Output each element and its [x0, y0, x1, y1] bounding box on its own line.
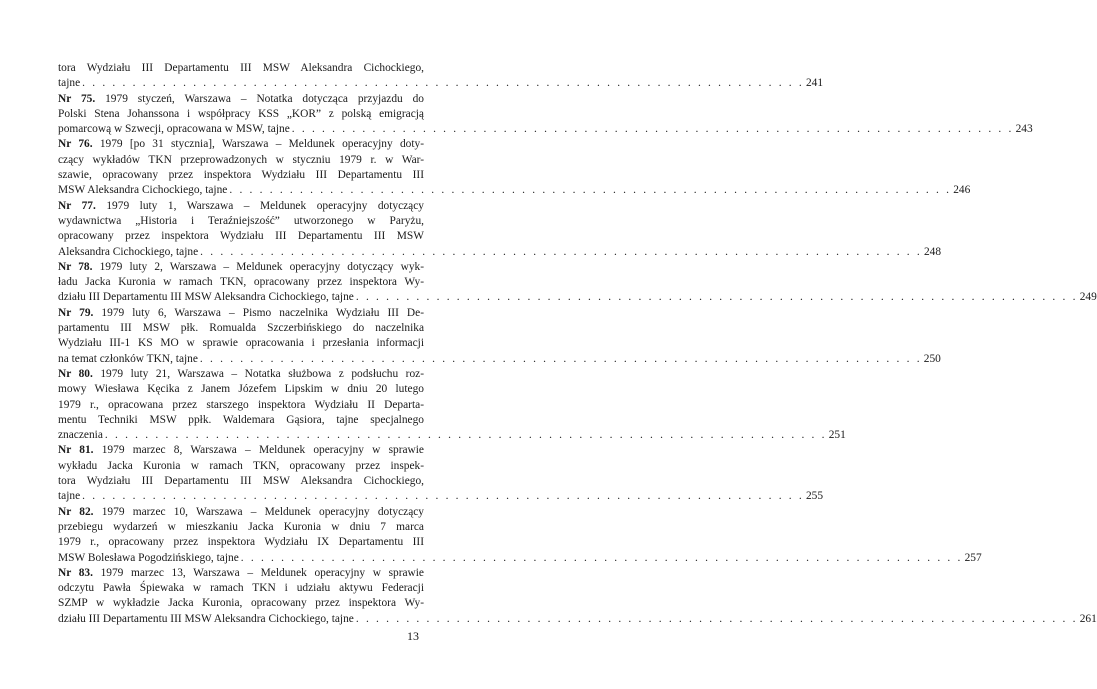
toc-entry-line: mowy Wiesława Kęcika z Janem Józefem Lipskim w dniu 20 lutego — [58, 383, 424, 396]
entry-text: 1979 luty 21, Warszawa – Notatka służbowa z podsłuchu roz- — [92, 367, 424, 380]
entry-text: 1979 [po 31 stycznia], Warszawa – Meldunek operacyjny doty- — [92, 138, 424, 151]
toc-entry-line: mentu Techniki MSW ppłk. Waldemara Gąsiora, tajne specjalnego — [58, 413, 424, 426]
toc-entry — [58, 92, 1033, 138]
document-number: Nr 79. — [58, 306, 94, 319]
entry-page-number: 241 — [805, 77, 824, 90]
entry-text: MSW Bolesława Pogodzińskiego, tajne — [58, 551, 239, 564]
toc-entry-line: SZMP w wykładzie Jacka Kuronia, opracowany przez inspektora Wy- — [58, 597, 424, 610]
entry-page-number: 251 — [828, 429, 846, 442]
toc-entry-line — [58, 367, 424, 382]
toc-entry-line: przebiegu wydarzeń w mieszkaniu Jacka Kuronia w dniu 7 marca — [58, 520, 424, 533]
toc-entry — [58, 505, 982, 566]
toc-entry — [58, 306, 941, 367]
toc-entry-last-line — [58, 245, 942, 260]
toc-entry-line: tora Wydziału III Departamentu III MSW Aleksandra Cichockiego, — [58, 62, 424, 74]
dot-leader: . . . . . . . . . . . . . . . . . . . . . . . . . . . . . . . . . . . . . . . . . . . . . . . . . . . . . . . . . . . . . . . . . . . . . . . . — [240, 551, 963, 564]
entry-text: 1979 marzec 10, Warszawa – Meldunek operacyjny dotyczący — [93, 505, 424, 518]
toc-entry-last-line — [58, 612, 1097, 627]
document-number: Nr 77. — [58, 199, 96, 212]
toc-entry-line: Wydziału III-1 KS MO w sprawie opracowania i przesłania informacji — [58, 337, 424, 350]
toc-entry-last-line — [58, 551, 982, 566]
document-number: Nr 82. — [58, 505, 94, 518]
entry-page-number: 257 — [964, 551, 982, 564]
entry-text: 1979 luty 6, Warszawa – Pismo naczelnika Wydziału III De- — [93, 306, 424, 319]
document-number: Nr 78. — [58, 260, 93, 273]
toc-entry-last-line — [58, 489, 824, 504]
page-number: 13 — [407, 629, 419, 643]
document-number: Nr 83. — [58, 566, 93, 579]
dot-leader: . . . . . . . . . . . . . . . . . . . . . . . . . . . . . . . . . . . . . . . . . . . . . . . . . . . . . . . . . . . . . . . . . . . . . . . . — [199, 352, 922, 365]
entry-text: 1979 marzec 8, Warszawa – Meldunek operacyjny w sprawie — [93, 444, 424, 457]
table-of-contents — [58, 61, 1097, 627]
toc-entry — [58, 367, 846, 443]
entry-text: 1979 styczeń, Warszawa – Notatka dotycząca przyjazdu do — [95, 92, 425, 105]
toc-entry — [58, 260, 1097, 306]
toc-entry-last-line — [58, 183, 971, 198]
entry-page-number: 250 — [923, 352, 941, 365]
toc-entry-line — [58, 199, 424, 214]
dot-leader: . . . . . . . . . . . . . . . . . . . . . . . . . . . . . . . . . . . . . . . . . . . . . . . . . . . . . . . . . . . . . . . . . . . . . . . . — [229, 184, 952, 197]
entry-page-number: 248 — [923, 245, 942, 258]
toc-entry — [58, 566, 1097, 627]
document-number: Nr 81. — [58, 444, 94, 457]
toc-entry-line — [58, 566, 424, 581]
entry-text: 1979 luty 2, Warszawa – Meldunek operacyjny dotyczący wyk- — [92, 260, 424, 273]
dot-leader: . . . . . . . . . . . . . . . . . . . . . . . . . . . . . . . . . . . . . . . . . . . . . . . . . . . . . . . . . . . . . . . . . . . . . . . . — [291, 123, 1014, 136]
entry-text: pomarcową w Szwecji, opracowana w MSW, tajne — [58, 123, 290, 136]
toc-entry-last-line — [58, 428, 846, 443]
dot-leader: . . . . . . . . . . . . . . . . . . . . . . . . . . . . . . . . . . . . . . . . . . . . . . . . . . . . . . . . . . . . . . . . . . . . . . . . — [82, 490, 804, 503]
toc-entry-line: odczytu Pawła Śpiewaka w ramach TKN i udziału aktywu Federacji — [58, 582, 424, 595]
entry-page-number: 246 — [953, 184, 971, 197]
toc-entry-line: ładu Jacka Kuronia w ramach TKN, opracowany przez inspektora Wy- — [58, 276, 424, 289]
entry-text: tajne — [58, 490, 81, 503]
toc-entry-line: czący wykładów TKN przeprowadzonych w styczniu 1979 r. w War- — [58, 153, 424, 166]
toc-entry-last-line — [58, 352, 941, 367]
toc-entry-line — [58, 92, 424, 107]
toc-entry — [58, 137, 971, 198]
entry-page-number: 255 — [805, 490, 824, 503]
document-number: Nr 80. — [58, 367, 93, 380]
toc-entry-line: wykładu Jacka Kuronia w ramach TKN, opracowany przez inspek- — [58, 459, 424, 472]
toc-entry-line: wydawnictwa „Historia i Teraźniejszość” utworzonego w Paryżu, — [58, 214, 424, 227]
entry-text: tajne — [58, 77, 81, 90]
toc-entry — [58, 443, 824, 504]
toc-entry-line — [58, 505, 424, 520]
toc-entry-line — [58, 260, 424, 275]
toc-entry-line: Polski Stena Johanssona i współpracy KSS „KOR” z polską emigracją — [58, 107, 424, 120]
entry-page-number: 243 — [1015, 123, 1033, 136]
entry-text: 1979 marzec 13, Warszawa – Meldunek operacyjny w sprawie — [92, 566, 424, 579]
toc-entry — [58, 61, 824, 92]
entry-text: MSW Aleksandra Cichockiego, tajne — [58, 184, 228, 197]
entry-text: 1979 luty 1, Warszawa – Meldunek operacyjny dotyczący — [95, 199, 424, 212]
entry-text: znaczenia — [58, 429, 103, 442]
toc-entry-line: 1979 r., opracowany przez inspektora Wydziału IX Departamentu III — [58, 536, 424, 549]
toc-entry-last-line — [58, 76, 824, 91]
entry-page-number: 261 — [1079, 612, 1097, 625]
document-number: Nr 76. — [58, 138, 93, 151]
toc-entry-line — [58, 306, 424, 321]
entry-text: działu III Departamentu III MSW Aleksandra Cichockiego, tajne — [58, 291, 354, 304]
entry-text: Aleksandra Cichockiego, tajne — [58, 245, 199, 258]
toc-entry-line — [58, 443, 424, 458]
entry-text: działu III Departamentu III MSW Aleksandra Cichockiego, tajne — [58, 612, 354, 625]
entry-page-number: 249 — [1079, 291, 1097, 304]
toc-entry-line: szawie, opracowany przez inspektora Wydziału III Departamentu III — [58, 169, 424, 182]
toc-entry-line: tora Wydziału III Departamentu III MSW Aleksandra Cichockiego, — [58, 475, 424, 488]
dot-leader: . . . . . . . . . . . . . . . . . . . . . . . . . . . . . . . . . . . . . . . . . . . . . . . . . . . . . . . . . . . . . . . . . . . . . . . . — [200, 245, 922, 258]
toc-entry — [58, 199, 942, 260]
entry-text: na temat członków TKN, tajne — [58, 352, 198, 365]
toc-entry-line: partamentu III MSW płk. Romualda Szczerbińskiego do naczelnika — [58, 322, 424, 335]
document-number: Nr 75. — [58, 92, 96, 105]
toc-entry-line: 1979 r., opracowana przez starszego inspektora Wydziału II Departa- — [58, 398, 424, 411]
toc-entry-last-line — [58, 122, 1033, 137]
dot-leader: . . . . . . . . . . . . . . . . . . . . . . . . . . . . . . . . . . . . . . . . . . . . . . . . . . . . . . . . . . . . . . . . . . . . . . . . — [104, 429, 827, 442]
toc-entry-last-line — [58, 290, 1097, 305]
toc-entry-line: opracowany przez inspektora Wydziału III Departamentu III MSW — [58, 230, 424, 243]
dot-leader: . . . . . . . . . . . . . . . . . . . . . . . . . . . . . . . . . . . . . . . . . . . . . . . . . . . . . . . . . . . . . . . . . . . . . . . . — [355, 612, 1078, 625]
dot-leader: . . . . . . . . . . . . . . . . . . . . . . . . . . . . . . . . . . . . . . . . . . . . . . . . . . . . . . . . . . . . . . . . . . . . . . . . — [82, 77, 804, 90]
toc-entry-line — [58, 137, 424, 152]
dot-leader: . . . . . . . . . . . . . . . . . . . . . . . . . . . . . . . . . . . . . . . . . . . . . . . . . . . . . . . . . . . . . . . . . . . . . . . . — [355, 291, 1078, 304]
